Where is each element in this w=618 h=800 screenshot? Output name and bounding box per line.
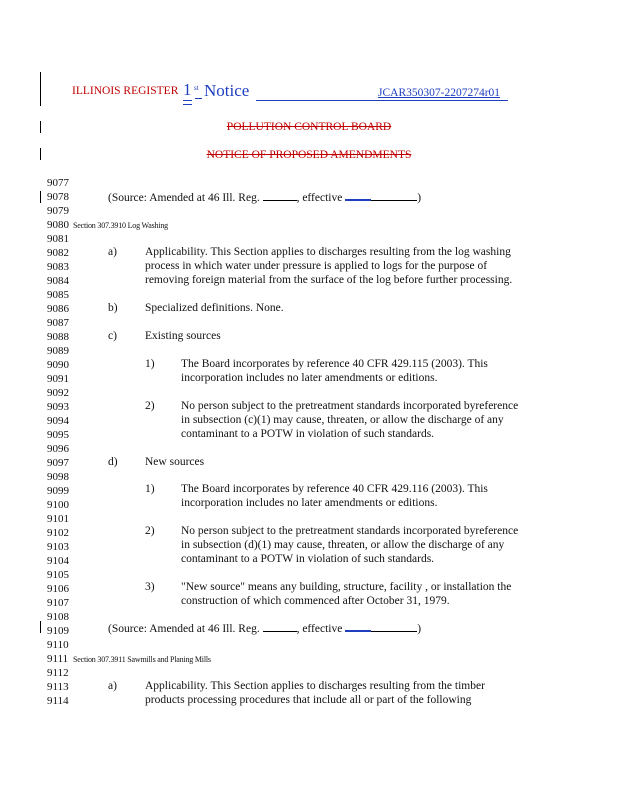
source-prefix: (Source: Amended at 46 Ill. Reg. [108, 623, 263, 635]
page-number-suffix: st [194, 84, 199, 92]
body-text: "New source" means any building, structure, facility , or installation the [181, 581, 512, 593]
source-prefix: (Source: Amended at 46 Ill. Reg. [108, 192, 263, 204]
line-number: 9085 [47, 289, 69, 301]
source-mid: , effective [296, 623, 346, 635]
blank-field [263, 190, 297, 201]
line-number: 9082 [47, 247, 69, 259]
change-bar [40, 621, 41, 633]
inserted-blank [345, 190, 371, 201]
line-number: 9092 [47, 387, 69, 399]
insert-mark [183, 104, 192, 105]
line-number: 9100 [47, 499, 69, 511]
line-number: 9077 [47, 177, 69, 189]
line-number: 9107 [47, 597, 69, 609]
line-number: 9110 [47, 639, 69, 651]
line-number: 9093 [47, 401, 69, 413]
body-text: incorporation includes no later amendments or editions. [181, 372, 438, 384]
line-number: 9112 [47, 667, 69, 679]
line-number: 9084 [47, 275, 69, 287]
document-code: JCAR350307-2207274r01 [378, 87, 501, 99]
line-number: 9091 [47, 373, 69, 385]
line-number: 9108 [47, 611, 69, 623]
line-number: 9089 [47, 345, 69, 357]
agency-title: POLLUTION CONTROL BOARD [226, 121, 392, 133]
line-number: 9098 [47, 471, 69, 483]
line-number: 9109 [47, 625, 69, 637]
line-number: 9083 [47, 261, 69, 273]
line-number: 9105 [47, 569, 69, 581]
register-title: ILLINOIS REGISTER [72, 85, 179, 97]
blank-field [371, 190, 417, 201]
body-text: products processing procedures that include all or part of the following [145, 694, 472, 706]
body-text: removing foreign material from the surface of the log before further processing. [145, 274, 513, 286]
body-text: Existing sources [145, 330, 221, 342]
paragraph-label: 3) [145, 581, 155, 593]
body-text: The Board incorporates by reference 40 CFR 429.116 (2003). This [181, 483, 488, 495]
line-number: 9102 [47, 527, 69, 539]
source-mid: , effective [296, 192, 346, 204]
body-text: in subsection (d)(1) may cause, threaten, or allow the discharge of any [181, 539, 505, 551]
insert-mark [183, 100, 192, 101]
line-number: 9097 [47, 457, 69, 469]
line-number: 9087 [47, 317, 69, 329]
body-text: No person subject to the pretreatment standards incorporated byreference [181, 525, 519, 537]
page-number: 1 [183, 80, 192, 99]
subsection-label: c) [108, 330, 117, 342]
line-number: 9088 [47, 331, 69, 343]
line-number: 9096 [47, 443, 69, 455]
section-heading: Section 307.3910 Log Washing [73, 221, 168, 230]
line-number: 9106 [47, 583, 69, 595]
source-end: ) [417, 192, 422, 204]
body-text: contaminant to a POTW in violation of such standards. [181, 553, 435, 565]
body-text: contaminant to a POTW in violation of such standards. [181, 428, 435, 440]
inserted-blank [345, 621, 371, 632]
body-text: construction of which commenced after October 31, 1979. [181, 595, 450, 607]
line-number: 9094 [47, 415, 69, 427]
line-number: 9078 [47, 191, 69, 203]
line-number: 9086 [47, 303, 69, 315]
line-number: 9090 [47, 359, 69, 371]
body-text: The Board incorporates by reference 40 CFR 429.115 (2003). This [181, 358, 488, 370]
paragraph-label: 2) [145, 400, 155, 412]
line-number: 9101 [47, 513, 69, 525]
body-text: Specialized definitions. None. [145, 302, 284, 314]
body-text: No person subject to the pretreatment standards incorporated byreference [181, 400, 519, 412]
body-text: New sources [145, 456, 205, 468]
paragraph-label: 2) [145, 525, 155, 537]
body-text: in subsection (c)(1) may cause, threaten, or allow the discharge of any [181, 414, 504, 426]
source-note [108, 621, 421, 635]
notice-label: Notice [204, 81, 250, 100]
paragraph-label: 1) [145, 483, 155, 495]
source-end: ) [417, 623, 422, 635]
blank-field [263, 621, 297, 632]
line-number: 9095 [47, 429, 69, 441]
change-bar [40, 191, 41, 203]
notice-title: NOTICE OF PROPOSED AMENDMENTS [206, 149, 412, 161]
subsection-label: d) [108, 456, 118, 468]
subsection-label: a) [108, 246, 117, 258]
section-heading: Section 307.3911 Sawmills and Planing Mills [73, 655, 211, 664]
line-number: 9104 [47, 555, 69, 567]
line-number: 9103 [47, 541, 69, 553]
change-bar [40, 72, 41, 106]
body-text: Applicability. This Section applies to discharges resulting from the log washing [145, 246, 511, 258]
line-number: 9113 [47, 681, 69, 693]
line-number: 9080 [47, 219, 69, 231]
line-number: 9099 [47, 485, 69, 497]
line-number: 9081 [47, 233, 69, 245]
subsection-label: b) [108, 302, 118, 314]
insert-mark [195, 98, 202, 99]
source-note [108, 190, 421, 204]
line-number: 9114 [47, 695, 69, 707]
body-text: Applicability. This Section applies to discharges resulting from the timber [145, 680, 485, 692]
blank-field [371, 621, 417, 632]
line-number: 9111 [47, 653, 69, 665]
subsection-label: a) [108, 680, 117, 692]
paragraph-label: 1) [145, 358, 155, 370]
body-text: process in which water under pressure is applied to logs for the purpose of [145, 260, 488, 272]
body-text: incorporation includes no later amendments or editions. [181, 497, 438, 509]
line-number: 9079 [47, 205, 69, 217]
header-underline [256, 100, 508, 101]
